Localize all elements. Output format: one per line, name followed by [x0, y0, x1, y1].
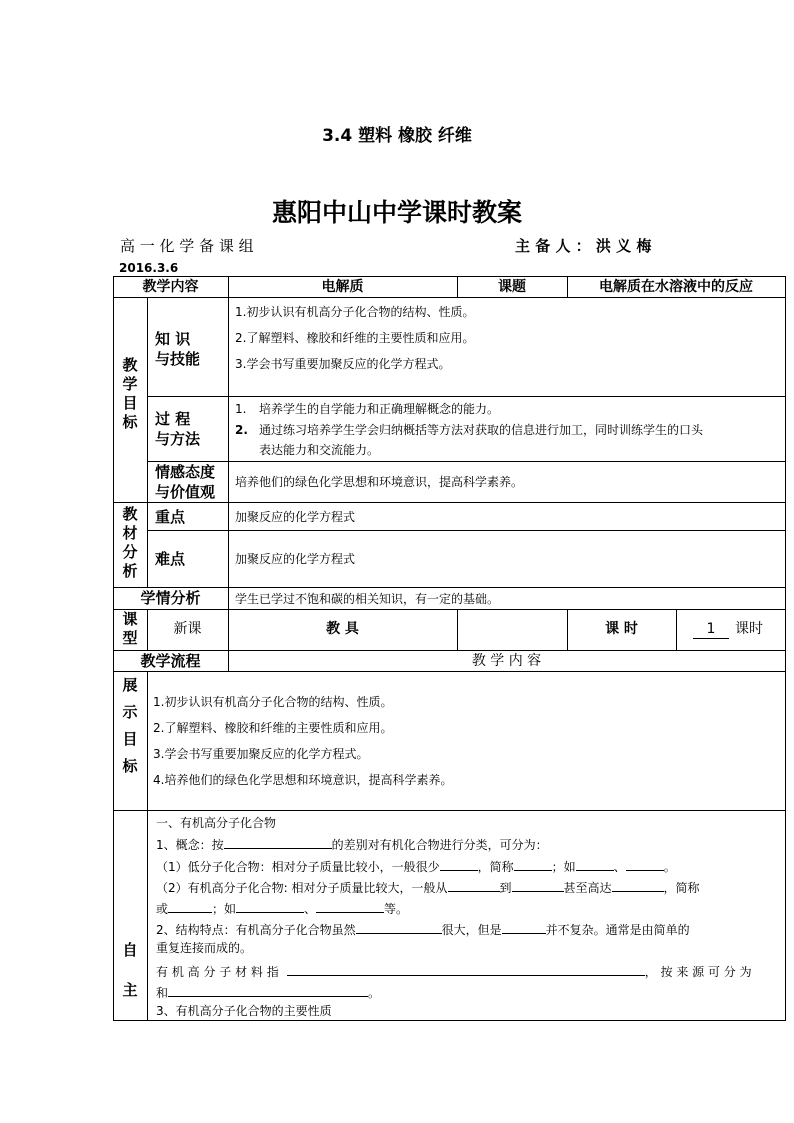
fill-blank[interactable] [168, 982, 368, 997]
self-study-heading: 一、有机高分子化合物 [156, 816, 277, 830]
lesson-date: 2016.3.6 [119, 261, 179, 275]
properties-heading: 3、有机高分子化合物的主要性质 [156, 1004, 332, 1018]
show-goal-item: 1.初步认识有机高分子化合物的结构、性质。 [153, 695, 393, 709]
process-item-number: 2. [235, 423, 248, 437]
structure-line-2: 重复连接而成的。 [156, 941, 253, 955]
lesson-type-value: 新课 [173, 621, 202, 637]
show-goal-item: 4.培养他们的绿色化学思想和环境意识，提高科学素养。 [153, 773, 453, 787]
process-item-number: 1. [235, 402, 247, 416]
class-hours-label: 课 时 [605, 621, 638, 637]
teaching-goals-label: 教 学 目 标 [122, 356, 138, 431]
show-goal-item: 3.学会书写重要加聚反应的化学方程式。 [153, 747, 369, 761]
key-point-text: 加聚反应的化学方程式 [235, 510, 356, 524]
process-item: 培养学生的自学能力和正确理解概念的能力。 [259, 402, 500, 416]
teaching-content-label: 教学内容 [142, 279, 199, 295]
teaching-content-header: 教 学 内 容 [471, 653, 542, 669]
fill-blank[interactable] [440, 856, 478, 871]
low-molecule-line: （1）低分子化合物：相对分子质量比较小，一般很少 ，简称 ；如 、 。 [156, 856, 676, 876]
teaching-tools-label: 教 具 [326, 621, 359, 637]
student-situation-label: 学情分析 [140, 589, 201, 607]
high-molecule-line: （2）有机高分子化合物: 相对分子质量比较大，一般从 到 甚至高达 ，简称 [156, 877, 700, 897]
school-title: 惠阳中山中学课时教案 [271, 198, 522, 227]
emotion-label-1: 情感态度 [155, 463, 216, 481]
material-analysis-label: 教 材 分 析 [122, 505, 138, 580]
preparer-name: 主 备 人 ： 洪 义 梅 [515, 237, 652, 255]
emotion-label-2: 与价值观 [155, 483, 216, 501]
self-study-label: 自 主 [122, 941, 138, 999]
emotion-item: 培养他们的绿色化学思想和环境意识，提高科学素养。 [235, 475, 524, 489]
concept-line: 1、概念：按 的差别对有机化合物进行分类，可分为： [156, 834, 548, 854]
materials-line: 有 机 高 分 子 材 料 指 ， 按 来 源 可 分 为 [156, 961, 752, 981]
topic-value: 电解质在水溶液中的反应 [599, 279, 753, 295]
difficult-point-text: 加聚反应的化学方程式 [235, 552, 356, 566]
fill-blank[interactable] [287, 961, 645, 976]
process-item: 通过练习培养学生学会归纳概括等方法对获取的信息进行加工，同时训练学生的口头 [259, 423, 704, 437]
key-point-label: 重点 [155, 508, 186, 526]
knowledge-item: 1.初步认识有机高分子化合物的结构、性质。 [235, 305, 475, 319]
teaching-content-value: 电解质 [321, 279, 364, 295]
fill-blank[interactable] [612, 877, 664, 892]
knowledge-item: 3.学会书写重要加聚反应的化学方程式。 [235, 357, 451, 371]
class-hours [693, 620, 763, 639]
fill-blank[interactable] [576, 856, 614, 871]
knowledge-label-1: 知 识 [155, 330, 191, 348]
teaching-flow-label: 教学流程 [140, 652, 201, 670]
fill-blank[interactable] [356, 919, 442, 934]
student-situation-text: 学生已学过不饱和碳的相关知识，有一定的基础。 [235, 592, 500, 606]
materials-line-2: 和 。 [156, 982, 380, 1002]
class-hours-unit: 课时 [735, 621, 763, 637]
lesson-type-label: 课 型 [122, 610, 138, 647]
difficult-point-label: 难点 [155, 550, 186, 568]
fill-blank[interactable] [502, 919, 546, 934]
fill-blank[interactable] [224, 834, 332, 849]
fill-blank[interactable] [626, 856, 664, 871]
show-goals-label: 展 示 目 标 [122, 676, 138, 775]
fill-blank[interactable] [316, 898, 384, 913]
process-item-continued: 表达能力和交流能力。 [259, 443, 380, 457]
show-goal-item: 2.了解塑料、橡胶和纤维的主要性质和应用。 [153, 721, 393, 735]
process-label-2: 与方法 [155, 430, 201, 448]
fill-blank[interactable] [236, 898, 304, 913]
structure-line: 2、结构特点：有机高分子化合物虽然 很大，但是 并不复杂。通常是由简单的 [156, 919, 690, 939]
preparation-group: 高 一 化 学 备 课 组 [120, 237, 254, 255]
class-hours-value: 1 [693, 620, 729, 639]
process-label-1: 过 程 [155, 410, 191, 428]
fill-blank[interactable] [512, 877, 564, 892]
fill-blank[interactable] [448, 877, 500, 892]
fill-blank[interactable] [168, 898, 212, 913]
knowledge-item: 2.了解塑料、橡胶和纤维的主要性质和应用。 [235, 331, 475, 345]
fill-blank[interactable] [514, 856, 552, 871]
section-title: 3.4 塑料 橡胶 纤维 [322, 126, 472, 146]
topic-label: 课题 [498, 279, 526, 295]
knowledge-label-2: 与技能 [155, 350, 201, 368]
high-molecule-line-2: 或 ；如 、 等。 [156, 898, 408, 918]
